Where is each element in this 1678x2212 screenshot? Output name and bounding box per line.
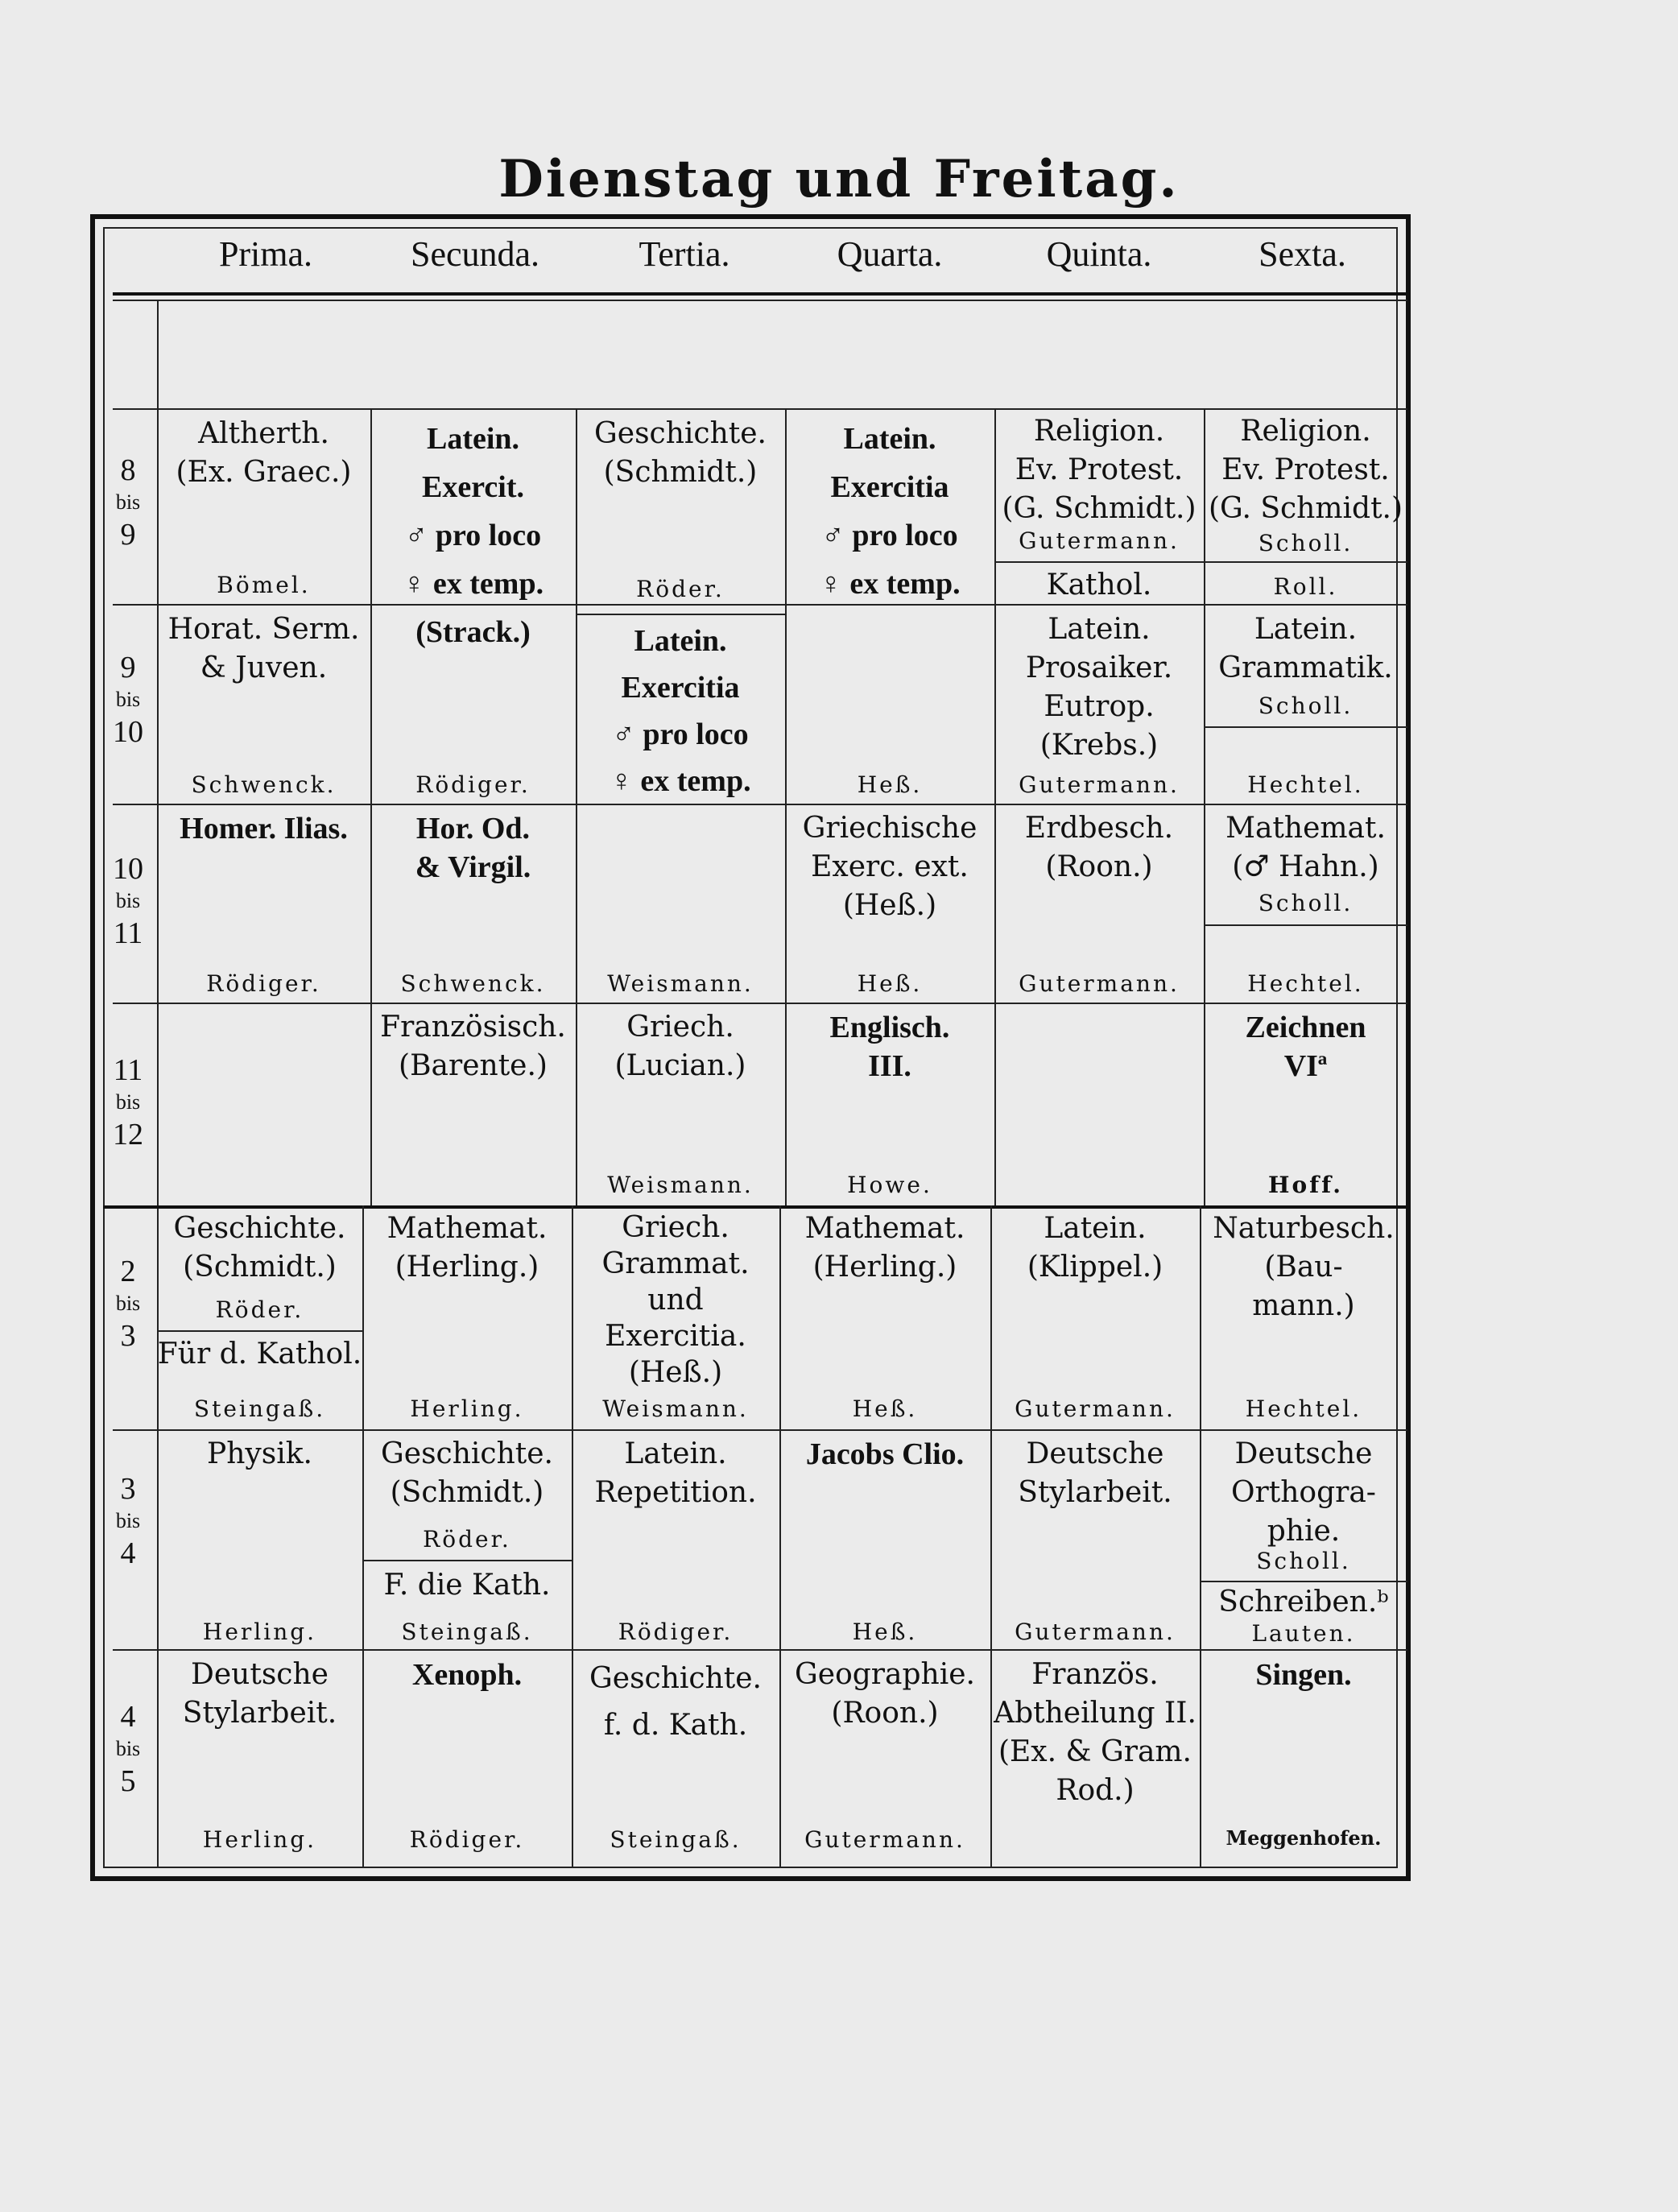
- teacher-prima-3: Herling.: [202, 1619, 317, 1645]
- teacher-sexta-10: Scholl.: [1258, 890, 1354, 916]
- header-sexta: Sexta.: [1258, 234, 1346, 274]
- cell-quinta-8: Religion. Ev. Protest. (G. Schmidt.): [1002, 415, 1197, 525]
- time-from: 11: [113, 1053, 143, 1087]
- time-2-3: [100, 1252, 156, 1355]
- cell-tertia-3: Latein. Repetition.: [594, 1437, 757, 1509]
- cell-quinta-2: Latein. (Klippel.): [1027, 1212, 1163, 1284]
- sub-rule-sexta-3: [1200, 1581, 1407, 1582]
- teacher-quarta-3: Heß.: [852, 1619, 918, 1645]
- time-to: 4: [120, 1536, 136, 1570]
- teacher-sexta-9: Scholl.: [1258, 693, 1354, 719]
- time-bis: bis: [115, 688, 141, 711]
- time-bis: bis: [115, 1509, 141, 1532]
- teacher-prima-2: Röder.: [215, 1296, 304, 1323]
- cell-tertia-8: Geschichte. (Schmidt.): [594, 417, 767, 489]
- sub-rule-tertia-8: [576, 614, 785, 615]
- teacher-quarta-11: Howe.: [847, 1172, 932, 1198]
- cell-sexta-8: Religion. Ev. Protest. (G. Schmidt.): [1208, 415, 1403, 525]
- teacher-quarta-2: Heß.: [852, 1395, 918, 1422]
- teacher-sexta-4: Meggenhofen.: [1225, 1826, 1382, 1850]
- time-to: 5: [120, 1764, 136, 1798]
- cell-quarta-8: Latein. Exercitia ♂ pro loco ♀ ex temp.: [819, 422, 961, 601]
- time-to: 12: [113, 1118, 143, 1151]
- time-from: 8: [120, 453, 136, 487]
- col-rule-2: [576, 408, 577, 1205]
- time-bis: bis: [115, 889, 141, 912]
- time-bis: bis: [115, 490, 141, 514]
- cell-quinta-8-kathol: Kathol.: [1046, 569, 1152, 602]
- time-bis: bis: [115, 1737, 141, 1760]
- cell-sexta-4: Singen.: [1255, 1658, 1352, 1692]
- cell-sexta-9: Latein. Grammatik.: [1218, 613, 1393, 684]
- row-rule-8: [113, 408, 1407, 410]
- teacher-secunda-2: Herling.: [410, 1395, 524, 1422]
- cell-sexta-3: Deutsche Orthogra- phie.: [1231, 1437, 1376, 1548]
- teacher-tertia-4: Steingaß.: [610, 1826, 742, 1853]
- row-rule-2: [113, 1429, 1407, 1431]
- header-tertia: Tertia.: [639, 234, 730, 274]
- teacher-secunda-10: Schwenck.: [400, 970, 546, 997]
- cell-secunda-8: Latein. Exercit. ♂ pro loco ♀ ex temp. (Strack.): [402, 422, 544, 649]
- cell-sexta-2: Naturbesch. (Bau- mann.): [1213, 1212, 1395, 1322]
- teacher-sexta-8-kathol: Roll.: [1273, 573, 1338, 600]
- teacher-sexta-3: Scholl.: [1256, 1548, 1351, 1574]
- time-from: 10: [113, 852, 143, 886]
- row-rule-9: [113, 604, 1407, 606]
- time-bis: bis: [115, 1090, 141, 1114]
- cell-prima-8: Altherth. (Ex. Graec.): [176, 417, 352, 489]
- sub-rule-prima-2: [157, 1330, 362, 1332]
- teacher-tertia-3: Rödiger.: [618, 1619, 734, 1645]
- cell-quarta-2: Mathemat. (Herling.): [804, 1212, 965, 1284]
- teacher-secunda-4: Rödiger.: [409, 1826, 525, 1853]
- col-rule-3b: [779, 1205, 781, 1867]
- time-from: 9: [120, 651, 136, 684]
- teacher-secunda-3: Röder.: [423, 1526, 511, 1553]
- teacher-tertia-8: Röder.: [636, 576, 725, 602]
- row-rule-11: [113, 1003, 1407, 1004]
- teacher-sexta-2: Hechtel.: [1245, 1395, 1362, 1422]
- teacher-prima-8: Bömel.: [217, 572, 311, 598]
- sub-rule-sexta-9: [1204, 726, 1407, 728]
- teacher-quinta-9: Gutermann.: [1019, 771, 1180, 798]
- header-secunda: Secunda.: [410, 234, 540, 274]
- cell-secunda-3-kath: F. die Kath.: [383, 1569, 551, 1602]
- header-quinta: Quinta.: [1046, 234, 1152, 274]
- time-to: 11: [113, 916, 143, 950]
- cell-sexta-11: Zeichnen VIª: [1245, 1011, 1366, 1083]
- teacher-sexta-9-b: Hechtel.: [1247, 771, 1364, 798]
- time-bis: bis: [115, 1292, 141, 1315]
- teacher-secunda-9: Rödiger.: [415, 771, 531, 798]
- header-rule-2: [113, 300, 1407, 301]
- cell-tertia-2: Griech. Grammat. und Exercitia. (Heß.): [601, 1211, 750, 1389]
- teacher-tertia-10: Weismann.: [607, 970, 754, 997]
- cell-secunda-10: Hor. Od. & Virgil.: [415, 812, 531, 884]
- cell-sexta-3-schreiben: Schreiben.ᵇ: [1218, 1586, 1389, 1619]
- teacher-secunda-3-kath: Steingaß.: [401, 1619, 533, 1645]
- sub-rule-sexta-10: [1204, 924, 1407, 926]
- cell-quarta-4: Geographie. (Roon.): [795, 1658, 975, 1730]
- header-prima: Prima.: [218, 234, 313, 274]
- cell-quarta-3: Jacobs Clio.: [805, 1437, 965, 1471]
- cell-prima-2: Geschichte. (Schmidt.): [173, 1212, 346, 1284]
- cell-quinta-9: Latein. Prosaiker. Eutrop. (Krebs.): [1025, 613, 1173, 762]
- page-title: Dienstag und Freitag.: [498, 149, 1180, 209]
- cell-secunda-11: Französisch. (Barente.): [380, 1011, 566, 1082]
- teacher-quinta-10: Gutermann.: [1019, 970, 1180, 997]
- time-9-10: [100, 648, 156, 751]
- teacher-sexta-3-schreiben: Lauten.: [1251, 1620, 1356, 1647]
- row-rule-3: [113, 1649, 1407, 1651]
- header-rule: [113, 292, 1407, 296]
- cell-quinta-4: Französ. Abtheilung II. (Ex. & Gram. Rod.): [994, 1658, 1197, 1807]
- teacher-tertia-11: Weismann.: [607, 1172, 754, 1198]
- cell-prima-10: Homer. Ilias.: [180, 812, 348, 846]
- time-10-11: [100, 850, 156, 953]
- time-3-4: [100, 1470, 156, 1573]
- teacher-quarta-10: Heß.: [857, 970, 923, 997]
- noon-rule: [103, 1205, 1407, 1209]
- cell-tertia-4: Geschichte. f. d. Kath.: [589, 1662, 762, 1742]
- teacher-prima-9: Schwenck.: [191, 771, 337, 798]
- cell-sexta-10: Mathemat. (♂ Hahn.): [1225, 812, 1386, 883]
- time-4-5: [100, 1697, 156, 1801]
- time-to: 3: [120, 1319, 136, 1353]
- cell-prima-4: Deutsche Stylarbeit.: [182, 1658, 337, 1730]
- time-8-9: [100, 451, 156, 554]
- cell-quinta-10: Erdbesch. (Roon.): [1024, 812, 1174, 883]
- cell-quarta-10: Griechische Exerc. ext. (Heß.): [802, 812, 977, 922]
- cell-secunda-3: Geschichte. (Schmidt.): [381, 1437, 553, 1509]
- cell-prima-2-kathol: Für d. Kathol.: [157, 1338, 362, 1371]
- sub-rule-quinta-8: [994, 561, 1407, 563]
- header-quarta: Quarta.: [837, 234, 943, 274]
- cell-tertia-11: Griech. (Lucian.): [614, 1011, 746, 1082]
- sub-rule-secunda-3: [362, 1560, 572, 1561]
- time-to: 9: [120, 518, 136, 552]
- cell-secunda-4: Xenoph.: [411, 1658, 523, 1692]
- cell-quinta-3: Deutsche Stylarbeit.: [1018, 1437, 1172, 1509]
- teacher-sexta-8: Scholl.: [1258, 530, 1354, 556]
- time-from: 4: [120, 1700, 136, 1734]
- teacher-quarta-4: Gutermann.: [804, 1826, 965, 1853]
- cell-prima-9: Horat. Serm. & Juven.: [167, 613, 360, 684]
- teacher-sexta-11: Hoff.: [1268, 1172, 1343, 1198]
- time-to: 10: [113, 715, 143, 749]
- cell-quarta-11: Englisch. III.: [829, 1011, 950, 1083]
- time-from: 3: [120, 1472, 136, 1506]
- cell-secunda-2: Mathemat. (Herling.): [386, 1212, 548, 1284]
- teacher-quinta-2: Gutermann.: [1015, 1395, 1176, 1422]
- teacher-prima-4: Herling.: [202, 1826, 317, 1853]
- cell-prima-3: Physik.: [207, 1437, 312, 1470]
- teacher-tertia-2: Weismann.: [602, 1395, 749, 1422]
- teacher-sexta-10-b: Hechtel.: [1247, 970, 1364, 997]
- teacher-quinta-8: Gutermann.: [1019, 527, 1180, 554]
- teacher-prima-2-kathol: Steingaß.: [193, 1395, 326, 1422]
- cell-tertia-9: Latein. Exercitia ♂ pro loco ♀ ex temp.: [610, 624, 751, 798]
- time-11-12: [100, 1051, 156, 1154]
- teacher-prima-10: Rödiger.: [206, 970, 321, 997]
- time-from: 2: [120, 1255, 136, 1288]
- teacher-quarta-9: Heß.: [857, 771, 923, 798]
- teacher-quinta-3: Gutermann.: [1015, 1619, 1176, 1645]
